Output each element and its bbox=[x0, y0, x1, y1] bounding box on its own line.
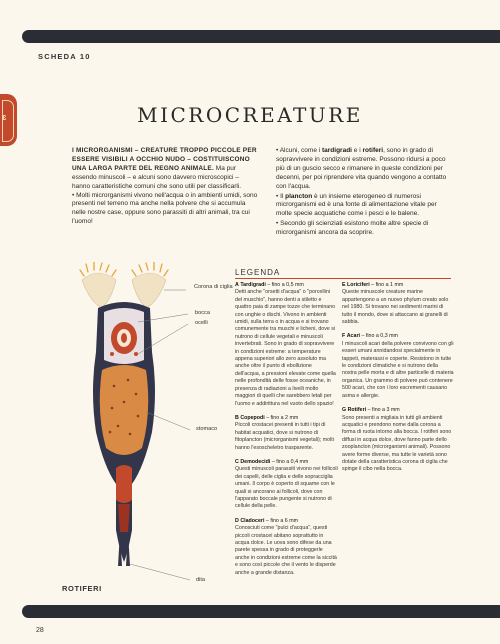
side-tab-icon: ɛ bbox=[2, 112, 7, 122]
entry-key: G bbox=[342, 407, 347, 414]
legend-entry-copepodi bbox=[235, 415, 338, 452]
entry-size: – fino a 0,5 mm bbox=[265, 282, 304, 288]
entry-text: Conosciuti come "pulci d'acqua", questi piccoli crostacei abitano soprattutto in acqua dolce. Le uova sono difese da una parete spessa in grado di proteggerle anche in condizioni estreme come la siccità e sono così piccole che il vento le disperde anche a grande distanza. bbox=[235, 525, 337, 576]
illustration-caption: ROTIFERI bbox=[62, 584, 102, 593]
eyespot-right bbox=[134, 352, 138, 356]
entry-name: Tardigradi bbox=[240, 282, 266, 288]
entry-key: E bbox=[342, 282, 346, 288]
entry-key: A bbox=[235, 282, 239, 288]
entry-name: Copepodi bbox=[240, 414, 265, 421]
intro-lead-rest: Ma pur essendo minuscoli – e alcuni sono davvero microscopici – hanno caratteristiche comuni che sono utili per classificarli. bbox=[72, 164, 242, 190]
entry-name: Loriciferi bbox=[347, 282, 370, 288]
legend-entry-tardigradi bbox=[235, 282, 338, 408]
text-run: è un insieme eterogeneo di numerosi microrganismi ed è una fonte di alimentazione vitale per molte specie acquatiche come i pesci e le balene. bbox=[276, 192, 437, 218]
crown-right-lobe bbox=[132, 273, 166, 308]
intro-bullet-plancton bbox=[276, 193, 454, 220]
stomach bbox=[100, 365, 149, 455]
legend-entry-demodecidi bbox=[235, 459, 338, 511]
mouth-core bbox=[121, 333, 127, 343]
legend-column-1 bbox=[235, 282, 338, 584]
intro-bullet-discovery: • Secondo gli scienziati esistono molte altre specie di microrganismi ancora da scoprire. bbox=[276, 220, 429, 237]
entry-text: Questi minuscoli parassiti vivono nei follicoli dei capelli, delle ciglia e delle sopracciglia umani. Il corpo è coperto di squame con le quali si ancorano ai follicoli, dove con l'apparato boccale pungente si nutrono di cellule della pelle. bbox=[235, 466, 338, 510]
entry-name: Cladoceri bbox=[240, 517, 265, 524]
entry-size: – fino a 0,4 mm bbox=[270, 458, 309, 465]
entry-name: Demodecidi bbox=[240, 458, 271, 465]
entry-size: – fino a 0,3 mm bbox=[359, 333, 398, 340]
text-run: • Il bbox=[276, 192, 286, 200]
label-stomaco: stomaco bbox=[196, 426, 218, 432]
entry-text: Queste minuscole creature marine appartengono a un nuovo phylum creato solo nel 1980. Si trovano nei sedimenti marini di tutto il mondo, dove si attaccano ai granelli di sabbia. bbox=[342, 289, 449, 326]
entry-key: C bbox=[235, 458, 239, 465]
rotifer-illustration bbox=[72, 262, 244, 598]
entry-name: Rotiferi bbox=[347, 407, 367, 414]
legend-title: LEGENDA bbox=[235, 268, 281, 277]
intro-right-column bbox=[276, 147, 454, 239]
intro-paragraph bbox=[72, 147, 258, 192]
legend-entry-acari bbox=[342, 333, 454, 400]
top-banner-bar bbox=[22, 30, 500, 43]
eyespot-left bbox=[110, 352, 114, 356]
entry-key: D bbox=[235, 517, 239, 524]
text-run: • Alcuni, come i bbox=[276, 147, 322, 154]
label-ocelli: ocelli bbox=[195, 320, 208, 326]
legend-entry-cladoceri bbox=[235, 518, 338, 577]
entry-size: – fino a 3 mm bbox=[366, 407, 400, 414]
entry-text: Detti anche "orsetti d'acqua" o "porcellini del muschio", hanno denti a stiletto e quattro paia di zampe tozze che terminano con unghie o dischi. Vivono in ambienti umidi, sulla terra o in acqua e si trovano comunemente tra muschi e licheni, dove si nutrono di cellule vegetali e minuscoli invertebrati. Sono in grado di sopravvivere in condizioni estreme: a temperature appena superiori allo zero assoluto ma anche oltre il punto di ebollizione dell'acqua, a pressioni elevate come quella nelle profondità delle fosse oceaniche, in presenza di radiazioni a livelli molto maggiori di quelli che sarebbero letali per l'uomo e addirittura nel vuoto dello spazio! bbox=[235, 289, 336, 407]
page-title: MICROCREATURE bbox=[137, 103, 363, 127]
entry-key: B bbox=[235, 414, 239, 421]
intro-left-column bbox=[72, 147, 258, 227]
entry-name: Acari bbox=[346, 333, 360, 340]
intro-bullet-extreme bbox=[276, 147, 454, 192]
entry-text: Piccoli crostacei presenti in tutti i tipi di habitat acquatici, dove si nutrono di fitoplancton (microrganismi vegetali); molti hanno l'esoscheletro trasparente. bbox=[235, 422, 334, 451]
bottom-banner-bar bbox=[22, 605, 500, 618]
text-run: , sono in grado di sopravvivere in condizioni estreme. Possono ridursi a poco più di un guscio secco e rimanere in queste condizioni per decenni, per poi riprendere vita quando vengono a contatto con l'acqua. bbox=[276, 147, 447, 190]
label-bocca: bocca bbox=[195, 310, 210, 316]
entry-size: – fino a 6 mm bbox=[264, 517, 299, 524]
legend-entry-rotiferi bbox=[342, 407, 454, 474]
crown-left-lobe bbox=[82, 273, 116, 308]
legend-column-2 bbox=[342, 282, 454, 481]
keyword-tardigradi: tardigradi bbox=[322, 147, 352, 154]
legend-entry-loriciferi bbox=[342, 282, 454, 326]
keyword-rotiferi: rotiferi bbox=[362, 147, 384, 154]
legend-rule bbox=[235, 278, 451, 279]
label-corona-di-ciglia: Corona di ciglia bbox=[194, 284, 233, 290]
entry-size: – fino a 2 mm bbox=[264, 414, 299, 421]
text-run: e i bbox=[351, 147, 363, 154]
foot-section bbox=[116, 465, 132, 503]
entry-text: I minuscoli acari della polvere convivono con gli esseri umani annidandosi specialmente in tappeti, materassi e coperte. Resistono in tutte le condizioni climatiche e si nutrono della nostra pelle morta e di altre particelle di materia organica. Un grammo di polvere può contenere 500 acari, che con i loro escrementi causano asma e allergie. bbox=[342, 340, 454, 399]
keyword-plancton: plancton bbox=[285, 192, 313, 200]
entry-key: F bbox=[342, 333, 346, 340]
intro-caps-lead: I MICRORGANISMI – CREATURE TROPPO PICCOLE PER ESSERE VISIBILI A OCCHIO NUDO – COSTITUISCONO UNA LARGA PARTE DEL REGNO ANIMALE. bbox=[72, 147, 257, 172]
foot-section-lower bbox=[118, 504, 130, 532]
page-number: 28 bbox=[36, 627, 44, 634]
section-label: SCHEDA 10 bbox=[38, 52, 91, 61]
label-dita: dita bbox=[196, 577, 206, 583]
entry-text: Sono presenti a migliaia in tutti gli ambienti acquatici e prendono nome dalla corona a forma di ruota intorno alla bocca. I rotiferi sono diffusi in acqua dolce, dove fanno parte dello zooplancton (microrganismi animali). Possono avere forme diverse, ma tutte le varietà sono dotate della caratteristica corona di ciglia che spinge il cibo nella bocca. bbox=[342, 414, 452, 473]
intro-bullet-habitat: • Molti microrganismi vivono nell'acqua o in ambienti umidi, sono presenti nel terreno ma anche nella polvere che si accumula nelle nostre case, oppure sono parassiti di altri animali, tra cui l'uomo! bbox=[72, 191, 258, 226]
entry-size: – fino a 1 mm bbox=[369, 282, 404, 288]
